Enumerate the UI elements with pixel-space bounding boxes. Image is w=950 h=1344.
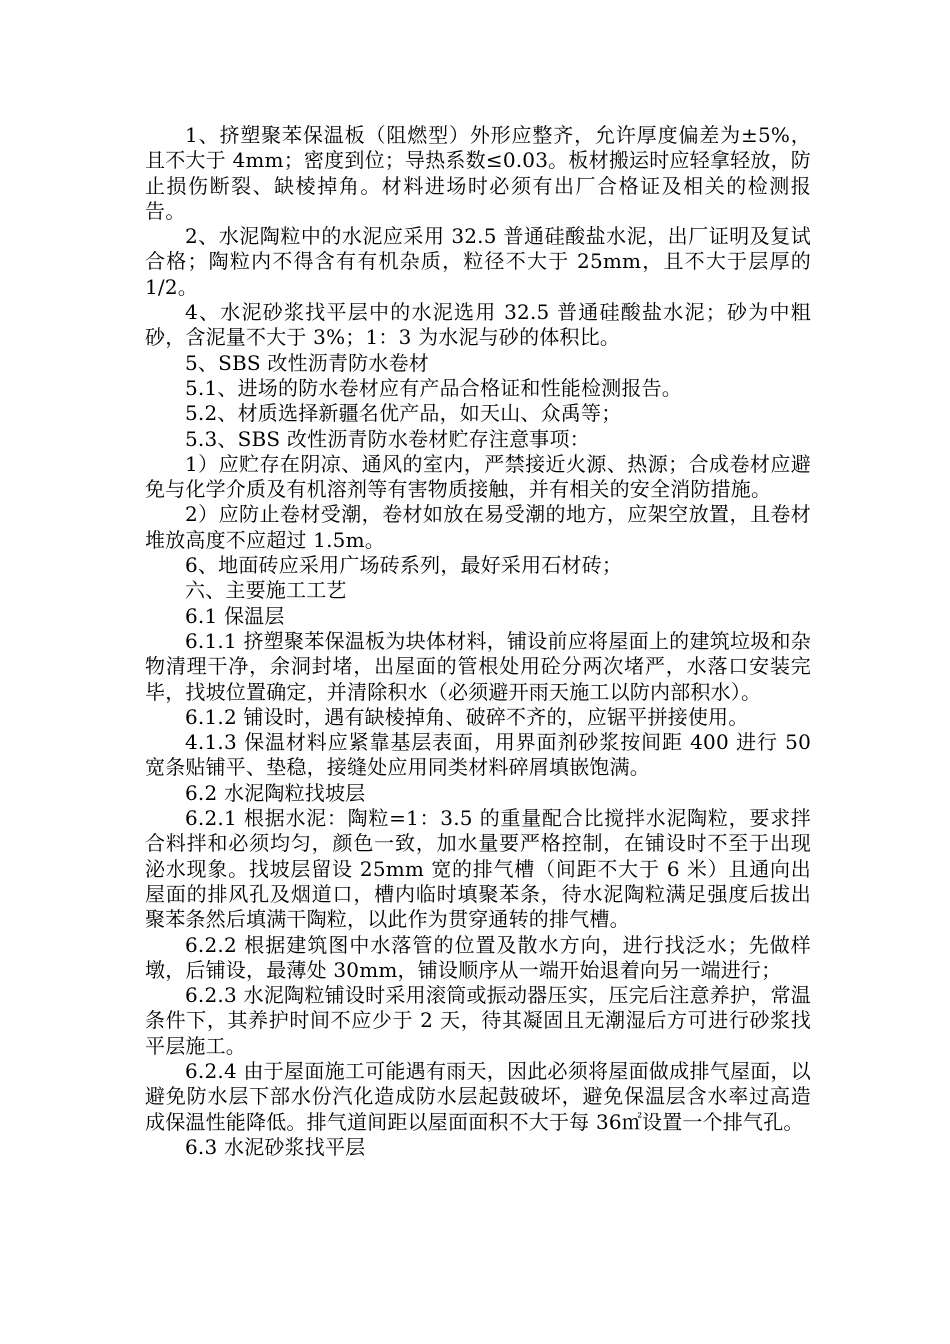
paragraph-17: 6.2.1 根据水泥：陶粒=1：3.5 的重量配合比搅拌水泥陶粒，要求拌合料拌和必须均匀，颜色一致，加水量要严格控制，在铺设时不至于出现泌水现象。找坡层留设 25mm 宽的排气槽（间距不大于 6 米）且通向出屋面的排风孔及烟道口，槽内临时填聚苯条，待水泥陶粒满足强度后拔出聚苯条然后填满干陶粒，以此作为贯穿通转的排气槽。 <box>145 806 811 932</box>
paragraph-9: 2）应防止卷材受潮，卷材如放在易受潮的地方，应架空放置，且卷材堆放高度不应超过 1.5m。 <box>145 502 811 552</box>
subsection-heading-6-3: 6.3 水泥砂浆找平层 <box>185 1134 366 1159</box>
paragraph-5: 5.1、进场的防水卷材应有产品合格证和性能检测报告。 <box>185 375 683 400</box>
paragraph-7: 5.3、SBS 改性沥青防水卷材贮存注意事项： <box>185 426 590 451</box>
document-page <box>145 123 811 1160</box>
paragraph-14: 6.1.2 铺设时，遇有缺棱掉角、破碎不齐的，应锯平拼接使用。 <box>185 704 749 729</box>
paragraph-19: 6.2.3 水泥陶粒铺设时采用滚筒或振动器压实，压完后注意养护，常温条件下，其养护时间不应少于 2 天，待其凝固且无潮湿后方可进行砂浆找平层施工。 <box>145 983 811 1058</box>
paragraph-13: 6.1.1 挤塑聚苯保温板为块体材料，铺设前应将屋面上的建筑垃圾和杂物清理干净，余洞封堵，出屋面的管根处用砼分两次堵严，水落口安装完毕，找坡位置确定，并清除积水（必须避开雨天施工以防内部积水）。 <box>145 628 811 704</box>
paragraph-8: 1）应贮存在阴凉、通风的室内，严禁接近火源、热源；合成卷材应避免与化学介质及有机溶剂等有害物质接触，并有相关的安全消防措施。 <box>145 451 811 502</box>
paragraph-2: 2、水泥陶粒中的水泥应采用 32.5 普通硅酸盐水泥，出厂证明及复试合格；陶粒内不得含有有机杂质，粒径不大于 25mm，且不大于层厚的 1/2。 <box>145 224 811 299</box>
paragraph-6: 5.2、材质选择新疆名优产品，如天山、众禹等； <box>185 401 622 426</box>
paragraph-18: 6.2.2 根据建筑图中水落管的位置及散水方向，进行找泛水；先做样墩，后铺设，最薄处 30mm，铺设顺序从一端开始退着向另一端进行； <box>145 932 811 982</box>
subsection-heading-6-2: 6.2 水泥陶粒找坡层 <box>185 780 366 805</box>
paragraph-15: 4.1.3 保温材料应紧靠基层表面，用界面剂砂浆按间距 400 进行 50 宽条贴铺平、垫稳，接缝处应用同类材料碎屑填嵌饱满。 <box>145 730 811 780</box>
paragraph-20: 6.2.4 由于屋面施工可能遇有雨天，因此必须将屋面做成排气屋面，以避免防水层下部水份汽化造成防水层起鼓破坏，避免保温层含水率过高造成保温性能降低。排气道间距以屋面面积不大于每 36㎡设置一个排气孔。 <box>145 1058 811 1134</box>
section-heading: 六、主要施工工艺 <box>185 578 347 603</box>
paragraph-10: 6、地面砖应采用广场砖系列，最好采用石材砖； <box>185 553 623 578</box>
paragraph-3: 4、水泥砂浆找平层中的水泥选用 32.5 普通硅酸盐水泥；砂为中粗砂，含泥量不大于 3%；1：3 为水泥与砂的体积比。 <box>145 300 811 350</box>
paragraph-1: 1、挤塑聚苯保温板（阻燃型）外形应整齐，允许厚度偏差为±5%，且不大于 4mm；密度到位；导热系数≤0.03。板材搬运时应轻拿轻放，防止损伤断裂、缺棱掉角。材料进场时必须有出厂合格证及相关的检测报告。 <box>145 123 811 223</box>
paragraph-4: 5、SBS 改性沥青防水卷材 <box>185 350 429 375</box>
subsection-heading-6-1: 6.1 保温层 <box>185 603 285 628</box>
